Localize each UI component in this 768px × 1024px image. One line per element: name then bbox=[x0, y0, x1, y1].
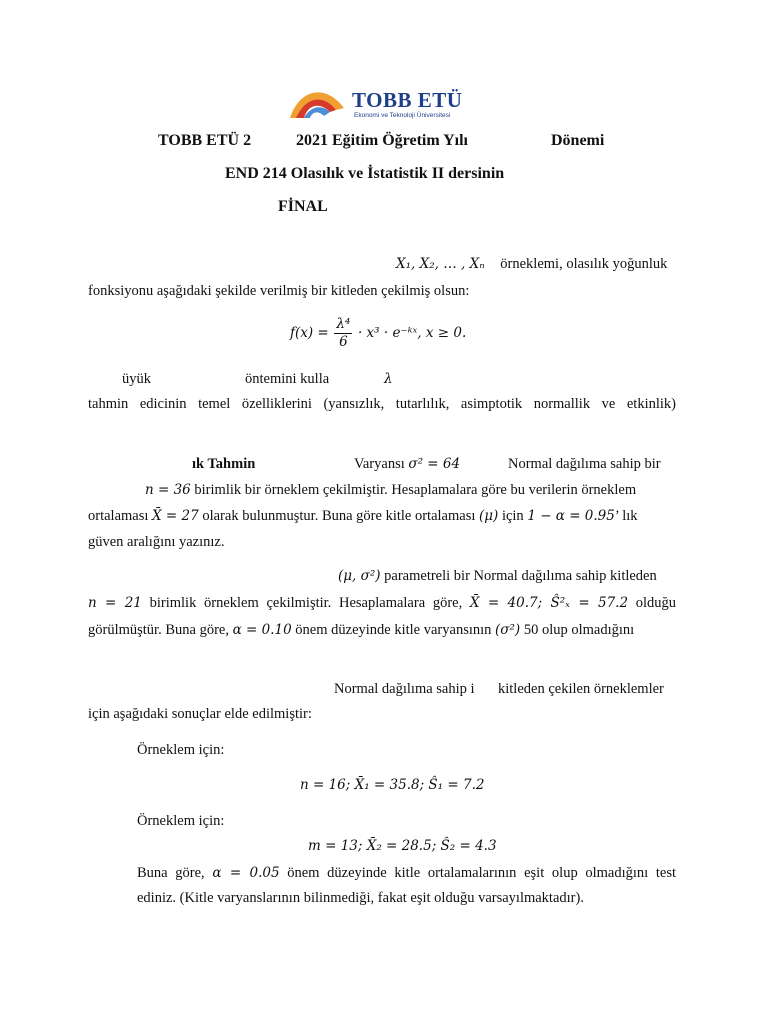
q2-normal-text: Normal dağılıma sahip bir bbox=[508, 456, 661, 472]
q4-line6: ediniz. (Kitle varyanslarının bilinmediği, fakat eşit olduğu varsayılmaktadır). bbox=[137, 890, 584, 906]
q4-line5-a: Buna göre, bbox=[137, 865, 205, 881]
q3-line2-a: birimlik örneklem çekilmiştir. Hesaplamalara göre, bbox=[149, 595, 463, 611]
q1-sample-math: X₁, X₂, … , Xₙ bbox=[396, 256, 485, 272]
header-term: Dönemi bbox=[551, 132, 605, 149]
q3-line3-a: görülmüştür. Buna göre, bbox=[88, 622, 229, 638]
q4-line5 bbox=[137, 865, 676, 882]
q1-fragment-b: öntemini kulla bbox=[245, 371, 330, 387]
q3-line3-b: önem düzeyinde kitle varyansının bbox=[295, 622, 492, 638]
q3-line3-math2: (σ²) bbox=[495, 622, 521, 638]
q2-line3-c: için bbox=[501, 508, 524, 524]
q2-line3 bbox=[88, 508, 638, 525]
q1-line1-text: örneklemi, olasılık yoğunluk bbox=[500, 256, 668, 272]
q4-sample2-math: m = 13; X̄₂ = 28.5; Ŝ₂ = 4.3 bbox=[308, 838, 497, 854]
q2-line3-math2: (μ) bbox=[479, 508, 499, 524]
q2-line4: güven aralığını yazınız. bbox=[88, 534, 225, 550]
q3-n-math: n = 21 bbox=[88, 595, 142, 611]
q3-line1-text: parametreli bir Normal dağılıma sahip kitleden bbox=[384, 568, 657, 584]
q2-line3-a: ortalaması bbox=[88, 508, 149, 524]
q2-title: ık Tahmin bbox=[192, 456, 256, 472]
q4-line1-a: Normal dağılıma sahip i bbox=[334, 681, 475, 697]
q2-n-math: n = 36 bbox=[145, 482, 191, 498]
q4-line1-b: kitleden çekilen örneklemler bbox=[498, 681, 664, 697]
q2-line3-b: olarak bulunmuştur. Buna göre kitle ortalaması bbox=[202, 508, 476, 524]
q3-line1 bbox=[338, 568, 657, 585]
q3-params-math: (μ, σ²) bbox=[338, 568, 381, 584]
q1-fragment-a: üyük bbox=[122, 371, 151, 387]
q4-line5-b: önem düzeyinde kitle ortalamalarının eşit olup olmadığını test bbox=[287, 865, 677, 881]
q4-line2: için aşağıdaki sonuçlar elde edilmiştir: bbox=[88, 706, 312, 722]
q4-sample2-label: Örneklem için: bbox=[137, 813, 225, 829]
q1-formula-denominator: 6 bbox=[339, 334, 348, 350]
q4-sample1-label: Örneklem için: bbox=[137, 742, 225, 758]
q4-line5-math: α = 0.05 bbox=[212, 865, 280, 881]
q1-formula-lhs: f(x) = bbox=[290, 324, 329, 341]
q2-line3-math1: X̄ = 27 bbox=[152, 508, 199, 524]
q4-sample1-math: n = 16; X̄₁ = 35.8; Ŝ₁ = 7.2 bbox=[300, 777, 485, 793]
logo-subtitle: Ekonomi ve Teknoloji Üniversitesi bbox=[354, 112, 451, 119]
q2-line3-math3: 1 − α = 0.95 bbox=[527, 508, 615, 524]
q1-line2: fonksiyonu aşağıdaki şekilde verilmiş bir kitleden çekilmiş olsun: bbox=[88, 283, 470, 299]
q1-fragment-lambda: λ bbox=[384, 371, 393, 387]
q3-line3 bbox=[88, 622, 634, 639]
q2-line3-d: ’ lık bbox=[614, 508, 638, 524]
q3-line2-b: olduğu bbox=[635, 595, 677, 611]
header-year: 2021 Eğitim Öğretim Yılı bbox=[296, 132, 468, 149]
q1-formula-numerator: λ⁴ bbox=[336, 316, 351, 332]
q2-variance-math: σ² = 64 bbox=[408, 456, 461, 472]
logo-title: TOBB ETÜ bbox=[352, 88, 463, 112]
q3-line2-math: X̄ = 40.7; Ŝ²ₓ = 57.2 bbox=[469, 595, 629, 611]
q2-variance bbox=[354, 456, 460, 473]
q3-line3-math1: α = 0.10 bbox=[232, 622, 292, 638]
q1-line1 bbox=[396, 256, 667, 273]
q1-formula bbox=[290, 316, 466, 351]
q2-variance-text: Varyansı bbox=[354, 456, 405, 472]
header-school: TOBB ETÜ 2 bbox=[158, 132, 252, 149]
q1-line4: tahmin edicinin temel özelliklerini (yansızlık, tutarlılık, asimptotik normallik ve etkinlik) bbox=[88, 396, 676, 412]
q3-line3-c: 50 olup olmadığını bbox=[523, 622, 635, 638]
q2-line2 bbox=[145, 482, 636, 499]
q1-formula-fraction bbox=[334, 316, 352, 351]
q1-formula-rhs: · x³ · e⁻ᵏˣ, x ≥ 0. bbox=[357, 324, 467, 341]
q3-line2 bbox=[88, 595, 676, 612]
header-course: END 214 Olasılık ve İstatistik II dersinin bbox=[225, 165, 505, 182]
q2-line2-text: birimlik bir örneklem çekilmiştir. Hesaplamalara göre bu verilerin örneklem bbox=[194, 482, 637, 498]
header-exam: FİNAL bbox=[278, 198, 328, 215]
